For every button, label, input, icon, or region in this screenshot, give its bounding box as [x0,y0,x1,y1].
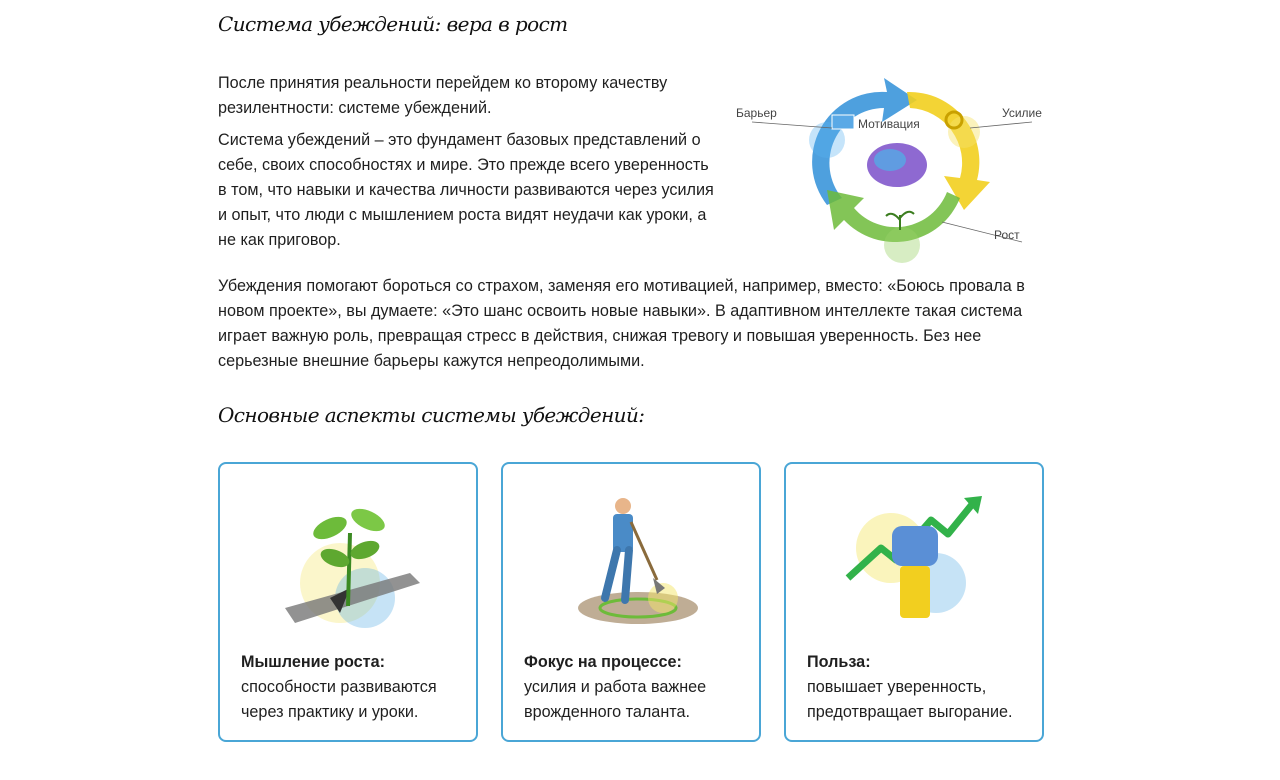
card-text: повышает уверенность, предотвращает выгорание. [807,678,1013,721]
aspect-card [501,462,761,742]
card-title: Польза: [807,653,871,671]
card-text: усилия и работа важнее врожденного таланта. [524,678,707,721]
brick-wall-icon [832,115,854,129]
growth-label: Рост [994,228,1020,242]
yellow-splash [948,116,980,148]
motivation-cycle-diagram [732,70,1052,265]
sprout-icon [270,488,430,638]
brain-highlight [874,149,906,171]
aspect-card [218,462,478,742]
barrier-label: Барьер [736,106,777,120]
card-title: Мышление роста: [241,653,385,671]
gardener-icon [553,488,713,638]
cycle-illustration [732,70,1052,265]
fist-arrow-icon [836,488,996,638]
body-paragraph: Убеждения помогают бороться со страхом, заменяя его мотивацией, например, вместо: «Боюсь провала в новом проекте», вы думаете: «Это шанс освоить новые навыки». В адаптивном интеллекте такая система играет важную роль, превращая стресс в действия, снижая тревогу и повышая уверенность. Без нее серьезные внешние барьеры кажутся непреодолимыми. [218,277,1025,370]
effort-leader [970,122,1032,128]
intro-paragraph: После принятия реальности перейдем ко второму качеству резилентности: системе убеждений. [218,74,668,117]
aspects-heading: Основные аспекты системы убеждений: [218,403,645,427]
aspect-card [784,462,1044,742]
card-text: способности развиваются через практику и уроки. [241,678,437,721]
effort-label: Усилие [1002,106,1042,120]
green-splash [884,227,920,263]
definition-paragraph: Система убеждений – это фундамент базовых представлений о себе, своих способностях и мире. Это прежде всего уверенность в том, что навыки и качества личности развиваются через усилия и опыт, что люди с мышлением роста видят неудачи как уроки, а не как приговор. [218,131,714,249]
card-title: Фокус на процессе: [524,653,682,671]
center-label: Мотивация [858,117,920,131]
section-title: Система убеждений: вера в рост [218,12,568,36]
